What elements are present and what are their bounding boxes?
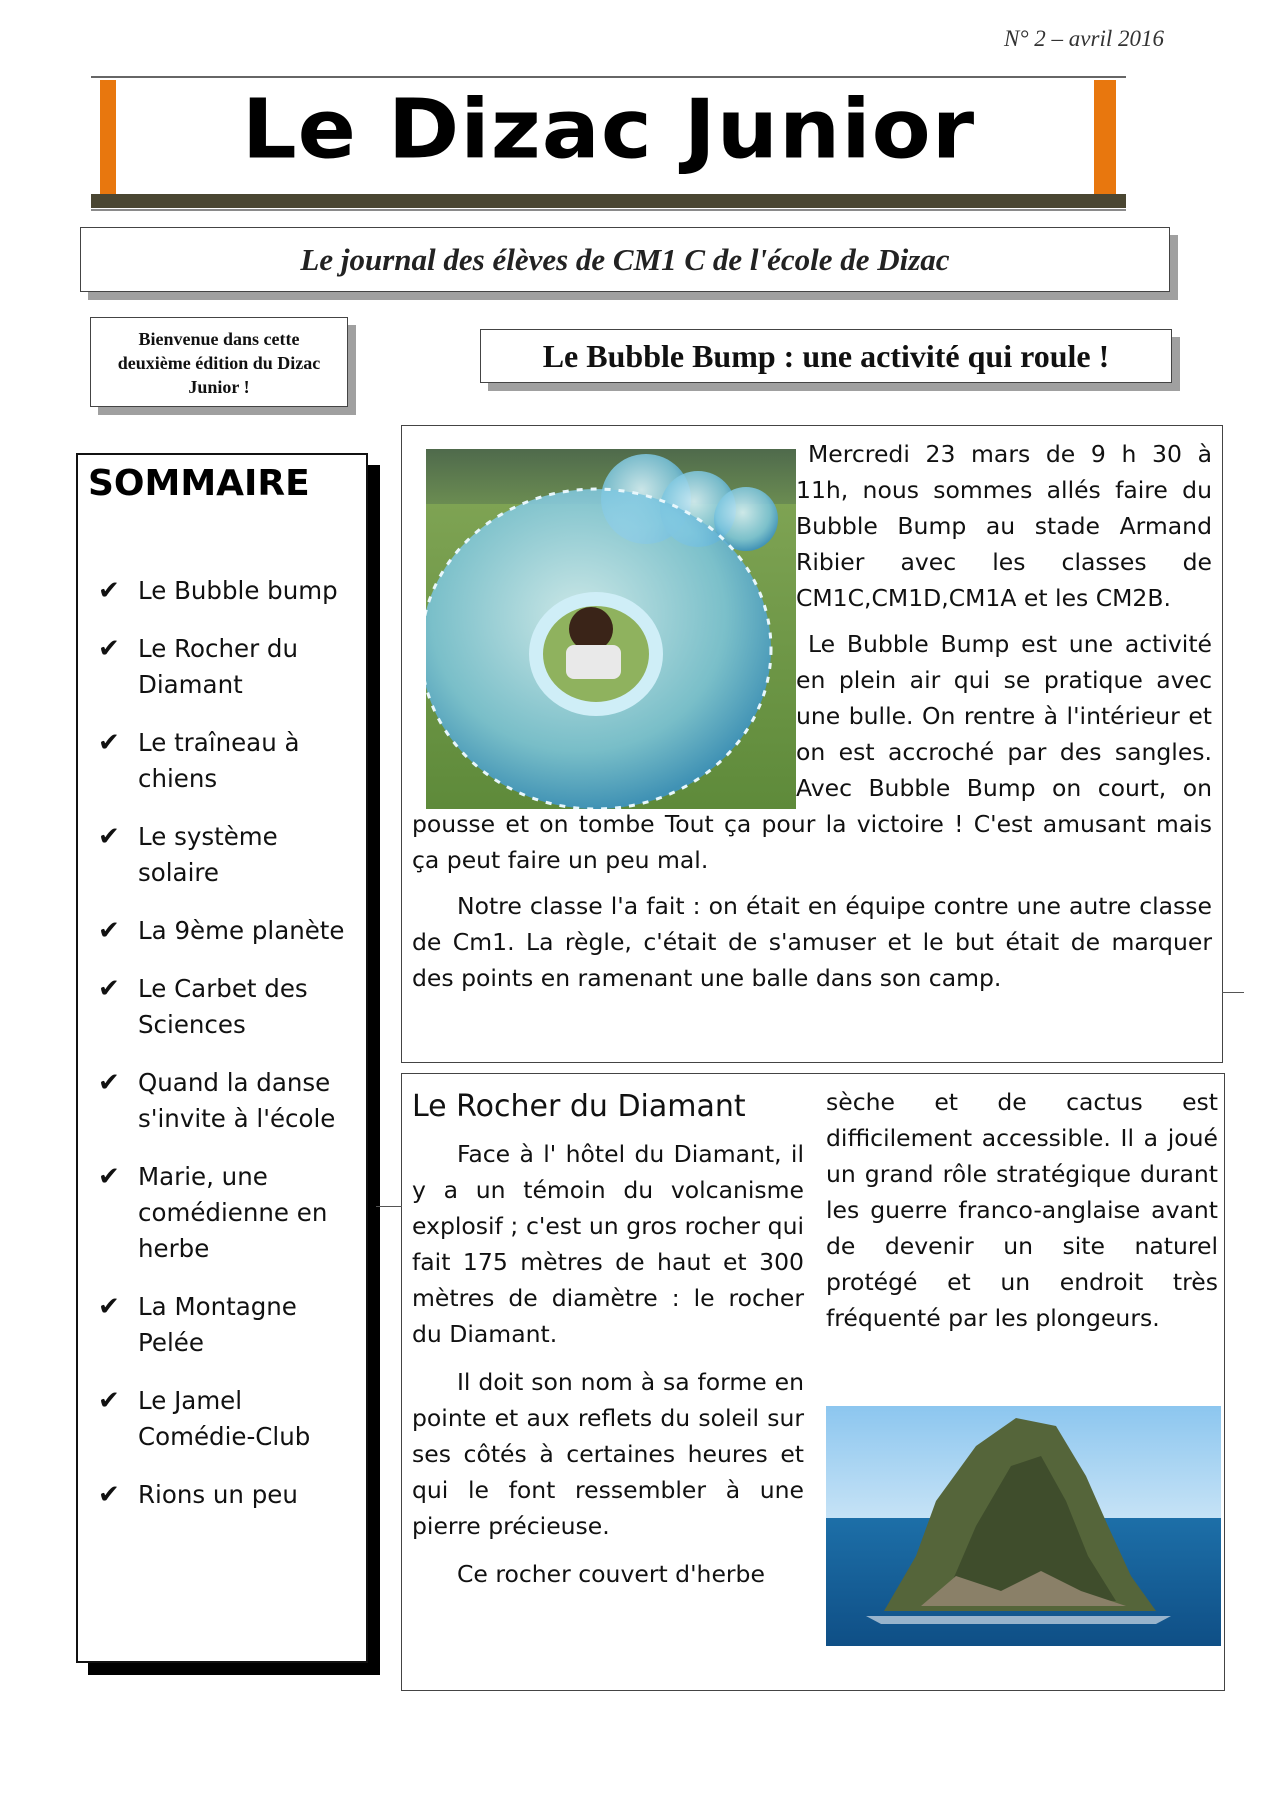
subtitle-text: Le journal des élèves de CM1 C de l'école de Dizac <box>300 242 950 277</box>
sommaire-list <box>98 573 360 1535</box>
check-icon: ✔ <box>98 822 120 852</box>
check-icon: ✔ <box>98 1292 120 1322</box>
check-icon: ✔ <box>98 728 120 758</box>
bubble-paragraph-1: Mercredi 23 mars de 9 h 30 à 11h, nous sommes allés faire du Bubble Bump au stade Armand Ribier avec les classes de CM1C,CM1D,CM1A et les CM2B. <box>796 440 1212 612</box>
sommaire-item[interactable]: ✔ Le Jamel Comédie-Club <box>98 1383 360 1455</box>
subtitle-box <box>80 227 1170 292</box>
sommaire-item[interactable]: ✔ Le Carbet des Sciences <box>98 971 360 1043</box>
welcome-text: Bienvenue dans cette deuxième édition du Dizac Junior ! <box>117 329 321 397</box>
rocher-article-title: Le Rocher du Diamant <box>412 1089 746 1124</box>
masthead-band <box>91 194 1126 208</box>
sommaire-item[interactable]: ✔ Le traîneau à chiens <box>98 725 360 797</box>
check-icon: ✔ <box>98 1162 120 1192</box>
sommaire-box <box>76 453 368 1663</box>
sommaire-item[interactable]: ✔ La 9ème planète <box>98 913 360 949</box>
rocher-photo <box>826 1406 1221 1646</box>
check-icon: ✔ <box>98 1386 120 1416</box>
masthead <box>91 76 1126 211</box>
check-icon: ✔ <box>98 974 120 1004</box>
bubble-paragraph-3: Notre classe l'a fait : on était en équipe contre une autre classe de Cm1. La règle, c'était de s'amuser et le but était de marquer des points en ramenant une balle dans son camp. <box>412 892 1212 992</box>
sommaire-item[interactable]: ✔ Le Bubble bump <box>98 573 360 609</box>
rocher-paragraph-2: Il doit son nom à sa forme en pointe et aux reflets du soleil sur ses côtés à certaines heures et qui le font ressembler à une pierre précieuse. <box>412 1368 804 1540</box>
rocher-paragraph-3-end: sèche et de cactus est difficilement accessible. Il a joué un grand rôle stratégique durant les guerre franco-anglaise avant de devenir un site naturel protégé et un endroit très fréquenté par les plongeurs. <box>826 1088 1218 1332</box>
rocher-paragraph-1: Face à l' hôtel du Diamant, il y a un témoin du volcanisme explosif ; c'est un gros rocher qui fait 175 mètres de haut et 300 mètres de diamètre : le rocher du Diamant. <box>412 1140 804 1348</box>
bubble-article <box>401 425 1223 1063</box>
welcome-box <box>90 317 348 407</box>
check-icon: ✔ <box>98 576 120 606</box>
rocher-column-right <box>826 1084 1218 1348</box>
sommaire-item[interactable]: ✔ La Montagne Pelée <box>98 1289 360 1361</box>
sommaire-item[interactable]: ✔ Le système solaire <box>98 819 360 891</box>
margin-mark-right <box>1222 992 1244 993</box>
bubble-article-title-box <box>480 329 1172 383</box>
newspaper-title: Le Dizac Junior <box>241 82 976 178</box>
check-icon: ✔ <box>98 916 120 946</box>
sommaire-item[interactable]: ✔ Rions un peu <box>98 1477 360 1513</box>
bubble-bump-photo <box>426 449 796 809</box>
issue-date: N° 2 – avril 2016 <box>1004 26 1164 51</box>
check-icon: ✔ <box>98 1480 120 1510</box>
rocher-paragraph-3-start: Ce rocher couvert d'herbe <box>457 1560 765 1588</box>
bubble-paragraph-2: Le Bubble Bump est une activité en plein air qui se pratique avec une bulle. On rentre à l'intérieur et on est accroché par des sangles. Avec Bubble Bump on court, on pousse et on tombe Tout ça pour la victoire ! C'est amusant mais ça peut faire un peu mal. <box>412 630 1212 874</box>
sommaire-title: SOMMAIRE <box>88 463 310 504</box>
check-icon: ✔ <box>98 634 120 664</box>
sommaire-item[interactable]: ✔ Le Rocher du Diamant <box>98 631 360 703</box>
margin-mark-left <box>376 1206 402 1207</box>
bubble-article-title: Le Bubble Bump : une activité qui roule ! <box>542 338 1110 374</box>
masthead-bottom-rule <box>91 209 1126 211</box>
check-icon: ✔ <box>98 1068 120 1098</box>
sommaire-item[interactable]: ✔ Quand la danse s'invite à l'école <box>98 1065 360 1137</box>
sommaire-item[interactable]: ✔ Marie, une comédienne en herbe <box>98 1159 360 1267</box>
rocher-column-left <box>412 1084 804 1604</box>
rocher-article <box>401 1073 1225 1691</box>
masthead-top-rule <box>91 76 1126 78</box>
